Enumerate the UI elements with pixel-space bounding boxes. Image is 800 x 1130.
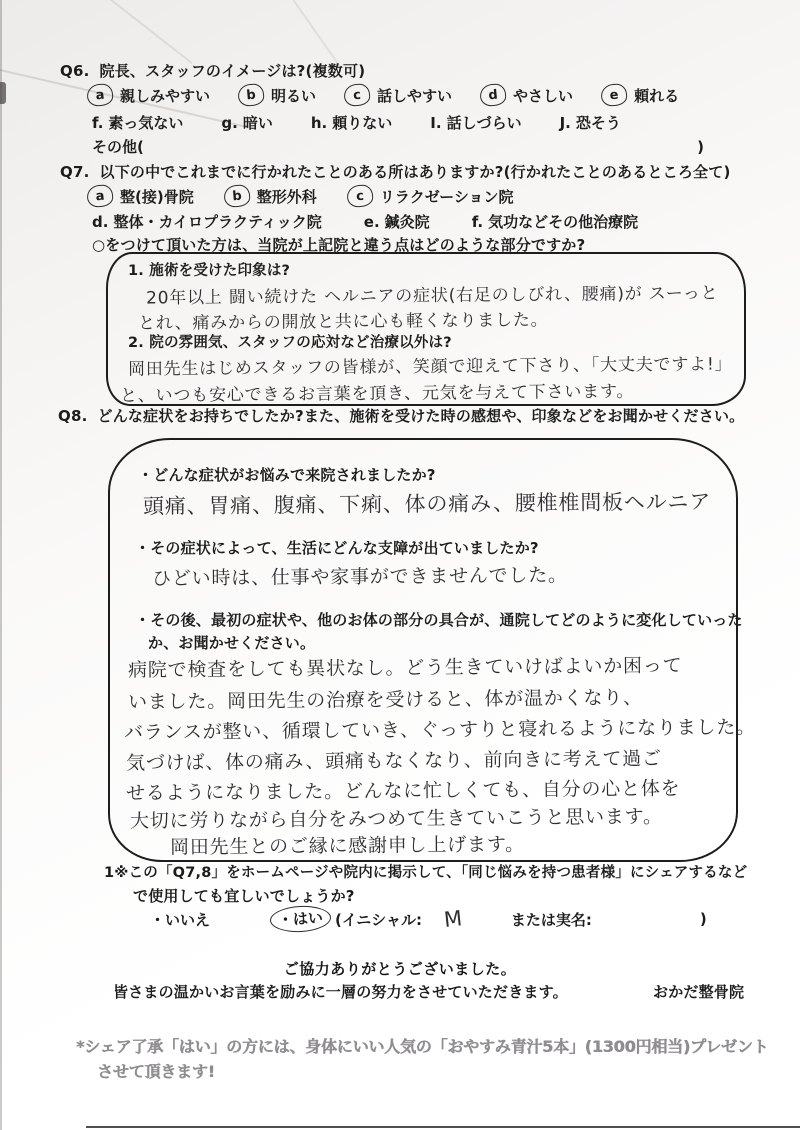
circle-annotation: d [479, 83, 507, 107]
q7-option-f [472, 211, 638, 232]
box1-item1-label: 1. 施術を受けた印象は? [128, 263, 291, 279]
q6-option-j-letter: J. [559, 113, 571, 132]
handwritten-answer: 気づけば、体の痛み、頭痛もなくなり、前向きに考えて過ご [125, 747, 662, 775]
circle-annotation: a [86, 83, 114, 107]
q7-option-b [224, 185, 317, 207]
handwritten-answer: ひどい時は、仕事や家事ができませんでした。 [151, 564, 568, 590]
box2-question-3-line2: か、お聞かせください。 [148, 634, 316, 652]
share-question-line1: 1※この「Q7,8」をホームページや院内に掲示して、「同じ悩みを持つ患者様」にシェアするなど [104, 865, 748, 881]
q6-option-d-label: やさしい [513, 86, 574, 105]
box2-question-3-line1: ・その後、最初の症状や、他のお体の部分の具合が、通院してどのように変化していった [135, 611, 743, 629]
circle-annotation: e [600, 83, 628, 107]
q6-plain-options [92, 112, 621, 133]
q6-title-text: 院長、スタッフのイメージは?(複数可) [99, 62, 366, 80]
q8-label: Q8. [58, 407, 88, 425]
q7-label: Q7. [60, 163, 90, 181]
q6-option-a-label: 親しみやすい [120, 86, 211, 105]
box2-question-2: ・その症状によって、生活にどんな支障が出ていましたか? [135, 539, 539, 557]
q6-option-j-label: 恐そう [575, 114, 621, 132]
q6-option-e [601, 84, 679, 106]
q6-option-h-letter: h. [310, 113, 328, 132]
q7-option-c [347, 185, 514, 207]
clinic-name: おかだ整骨院 [653, 983, 745, 1001]
circle-annotation: b [223, 184, 251, 208]
circle-annotation: c [346, 184, 374, 208]
q7-option-d-label: 整体・カイロプラクティック院 [113, 213, 322, 231]
q6-option-h-label: 頼りない [332, 114, 393, 132]
handwritten-answer: バランスが整い、循環していき、ぐっすりと寝れるようになりました。 [123, 716, 757, 744]
q7-option-f-label: 気功などその他治療院 [488, 213, 639, 231]
q7-option-e-label: 鍼灸院 [384, 213, 430, 231]
handwritten-answer: 病院で検査をしても異状なし。どう生きていけばよいか困って [127, 654, 683, 682]
handwritten-answer: とれ、痛みからの開放と共に心も軽くなりました。 [137, 310, 549, 334]
handwritten-initial: M [442, 906, 465, 932]
q6-option-g-label: 暗い [242, 114, 273, 132]
q6-option-j [560, 112, 621, 133]
gift-note-line2: させて頂きます! [97, 1062, 215, 1081]
q7-option-e-letter: e. [363, 212, 380, 231]
q6-option-b [238, 84, 316, 106]
handwritten-answer: 20年以上 闘い続けた ヘルニアの症状(右足のしびれ、腰痛)が スーっと [145, 283, 719, 309]
share-initial-label: (イニシャル: [335, 910, 422, 929]
q6-other-close-paren: ) [697, 137, 704, 156]
q7-option-a [87, 185, 194, 207]
thanks-message: ご協力ありがとうございました。 [283, 960, 517, 978]
q6-option-c-label: 話しやすい [377, 86, 453, 105]
paper-crease [73, 0, 192, 64]
handwritten-answer: 大切に労りながら自分をみつめて生きていこうと思います。 [129, 805, 663, 833]
share-options-row [150, 906, 707, 932]
paper-crease [238, 0, 342, 69]
share-option-yes: ・はい [277, 908, 324, 930]
scan-bottom-line [86, 1126, 800, 1128]
q7-option-d [92, 211, 322, 232]
q6-option-c [344, 84, 452, 106]
q6-other-label: その他( [92, 138, 144, 156]
circle-annotation: b [237, 83, 265, 107]
q6-option-i-letter: I. [430, 113, 442, 132]
q6-option-f-letter: f. [92, 113, 104, 132]
box2-question-1: ・どんな症状がお悩みで来院されましたか? [138, 466, 436, 484]
scan-edge-mark [0, 82, 6, 104]
q6-option-i-label: 話しづらい [446, 114, 522, 132]
share-question-line2: で使用しても宜しいでしょうか? [133, 887, 355, 905]
handwritten-answer: 頭痛、胃痛、腹痛、下痢、体の痛み、腰椎椎間板ヘルニア [142, 489, 712, 519]
thanks-message-2: 皆さまの温かいお言葉を励みに一層の努力をさせていただきます。 [113, 983, 568, 1001]
q7-option-e [364, 211, 430, 232]
q6-label: Q6. [60, 62, 90, 80]
q7-option-a-label: 整(接)骨院 [120, 187, 194, 206]
q6-option-e-label: 頼れる [634, 86, 680, 105]
q6-other-row [92, 136, 704, 157]
q6-option-h [311, 112, 392, 133]
q6-option-g-letter: g. [221, 113, 238, 132]
q6-option-g [221, 112, 272, 133]
box1-item2-label: 2. 院の雰囲気、スタッフの応対など治療以外は? [128, 335, 452, 351]
handwritten-answer: 岡田先生はじめスタッフの皆様が、笑顔で迎えて下さり、「大丈夫ですよ!」 [127, 354, 733, 380]
handwritten-answer: と、いつも安心できるお言葉を頂き、元気を与えて下さいます。 [119, 381, 635, 407]
q7-circled-options [87, 185, 514, 207]
q6-option-f-label: 素っ気ない [108, 114, 184, 132]
q7-option-d-letter: d. [92, 212, 109, 231]
q6-option-i [430, 112, 521, 133]
q7-note: ○をつけて頂いた方は、当院が上記院と違う点はどのような部分ですか? [92, 236, 586, 254]
q7-plain-options [92, 211, 638, 232]
handwritten-answer: 岡田先生とのご縁に感謝申し上げます。 [169, 833, 525, 859]
gift-note-line1: *シェア了承「はい」の方には、身体にいい人気の「おやすみ青汁5本」(1300円相当)プレゼント [76, 1037, 769, 1056]
share-option-no: ・いいえ [150, 910, 211, 929]
q6-option-b-label: 明るい [271, 86, 317, 105]
share-close-paren: ) [699, 910, 707, 928]
q6-option-a [87, 84, 210, 106]
handwritten-answer: せるようになりました。どんなに忙しくても、自分の心と体を [125, 777, 681, 805]
q8-title [58, 405, 744, 426]
circle-annotation: a [86, 184, 114, 208]
q7-title-text: 以下の中でこれまでに行かれたことのある所はありますか?(行かれたことのあるところ全て) [99, 163, 731, 181]
yes-circle-annotation [269, 904, 331, 933]
q6-option-d [480, 84, 573, 106]
share-realname-label: または実名: [510, 910, 592, 929]
q7-option-b-label: 整形外科 [256, 187, 317, 206]
circle-annotation: c [343, 83, 371, 107]
q6-title [60, 60, 365, 81]
handwritten-answer: いました。岡田先生の治療を受けると、体が温かくなり、 [127, 686, 643, 714]
q7-option-f-letter: f. [471, 212, 484, 231]
q6-circled-options [87, 84, 679, 106]
q7-option-c-label: リラクゼーション院 [379, 187, 514, 206]
q8-title-text: どんな症状をお持ちでしたか?また、施術を受けた時の感想や、印象などをお聞かせください。 [97, 407, 745, 425]
q7-title [60, 161, 731, 182]
q6-option-f [92, 112, 183, 133]
